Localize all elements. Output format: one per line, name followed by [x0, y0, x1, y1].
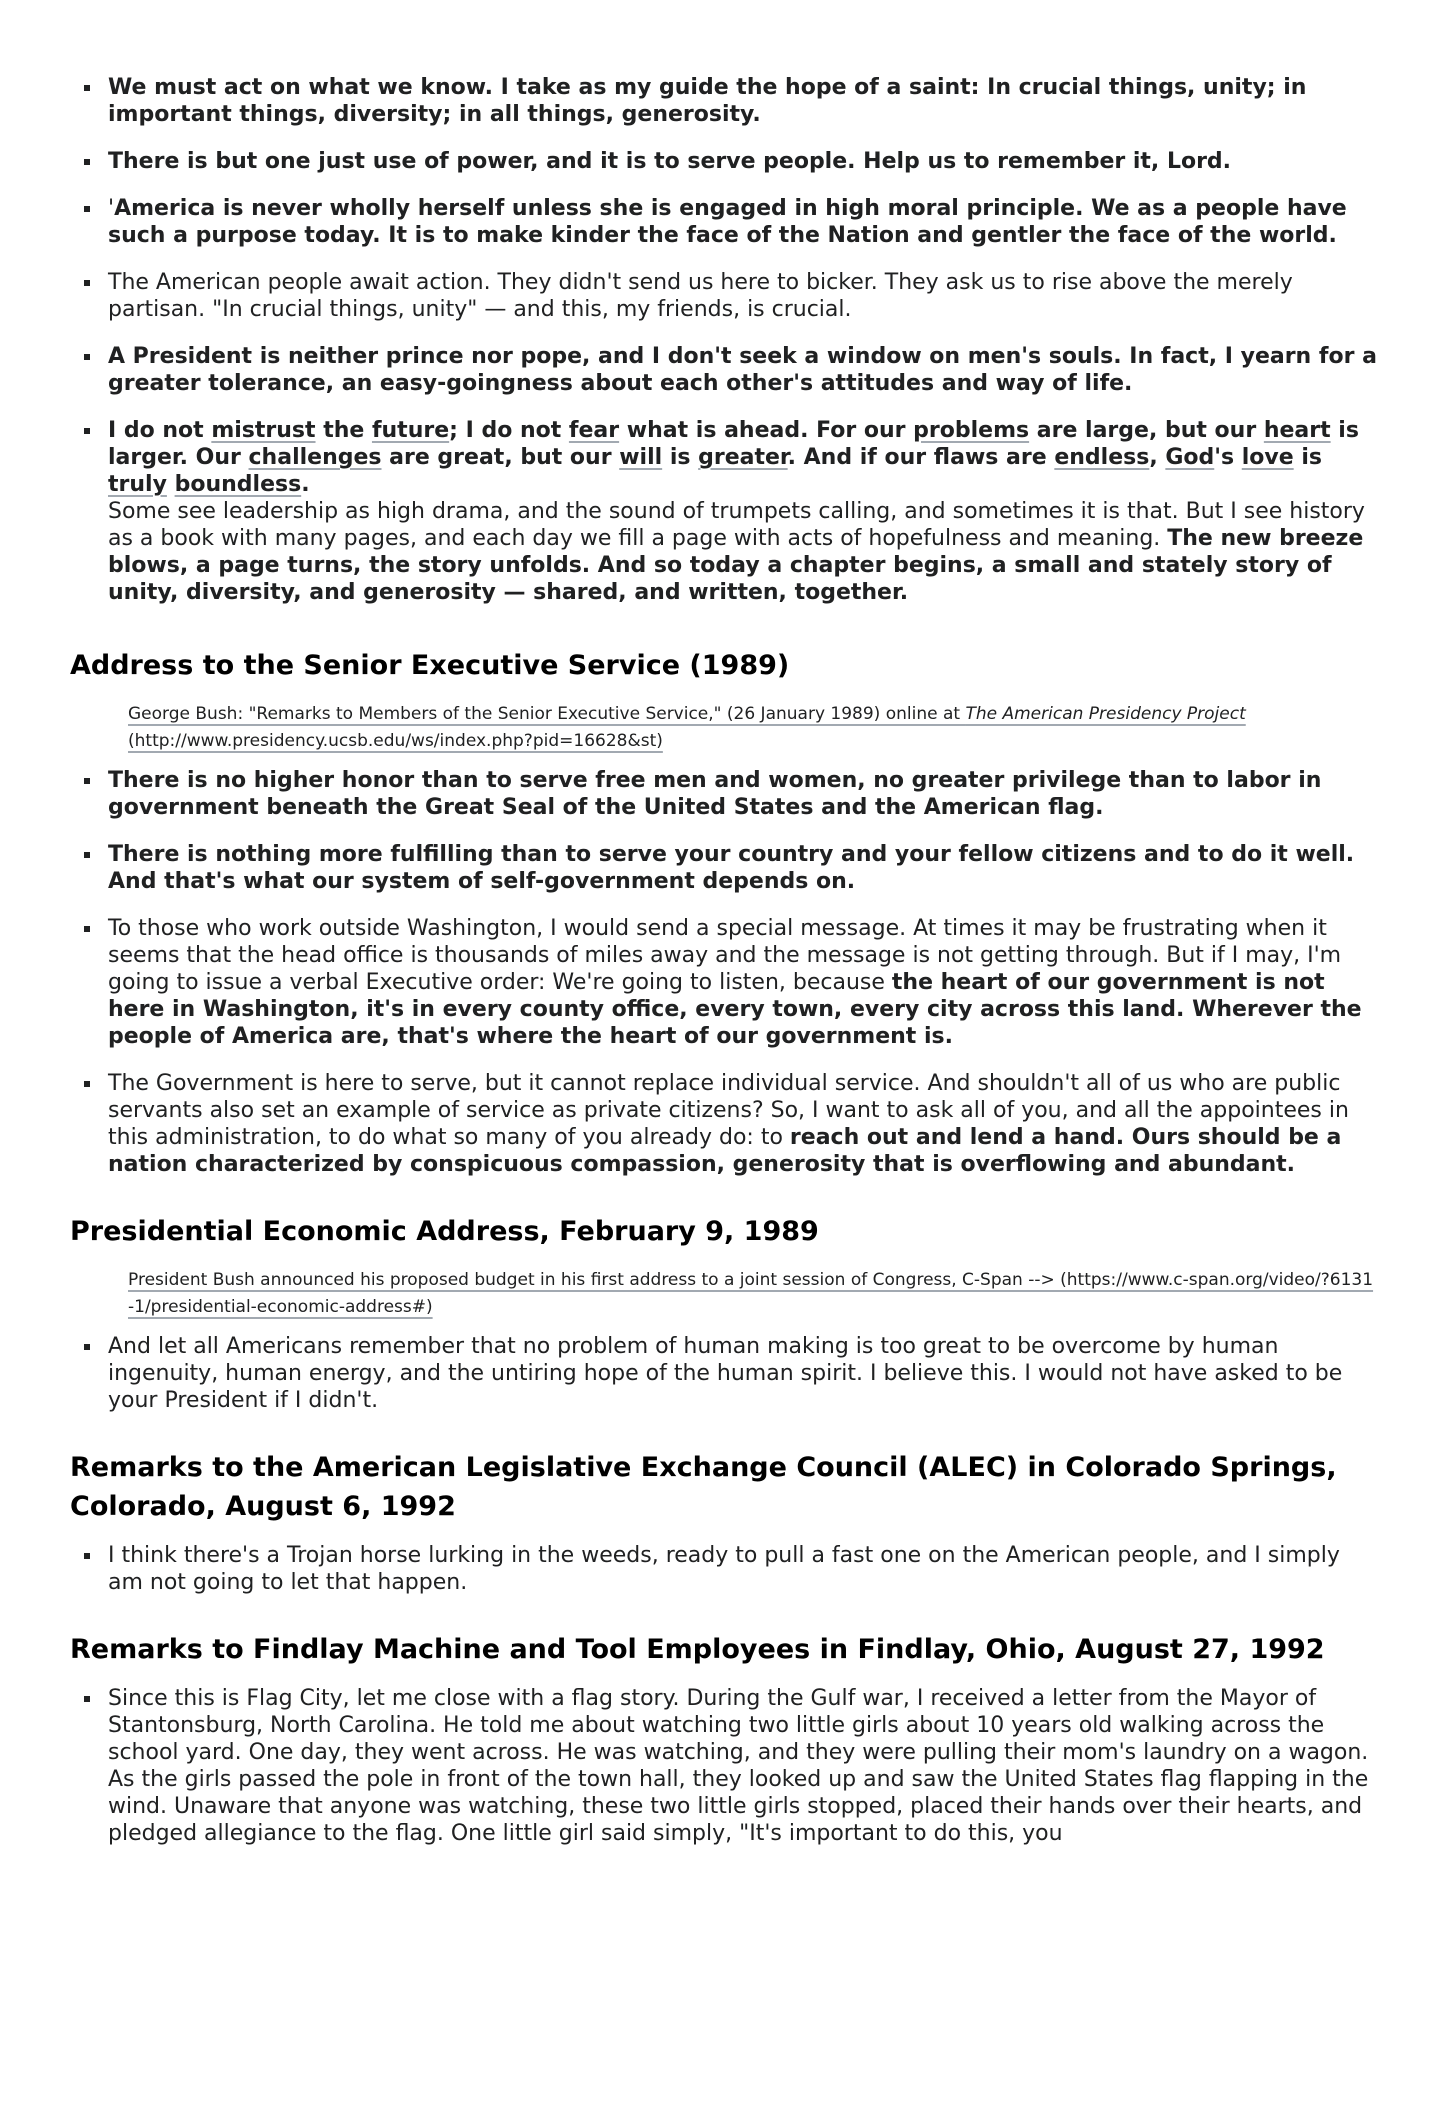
citation: [128, 1267, 1378, 1321]
wikilink-god[interactable]: God: [1165, 445, 1215, 470]
text: are great, but our: [381, 445, 620, 470]
quote-item: [108, 148, 1378, 175]
quote-text: There is nothing more fulfilling than to serve your country and your fellow citizens and to do it well. And that's what our system of self-government depends on.: [108, 842, 1355, 894]
bullet-icon: [84, 1553, 90, 1559]
text: are large, but our: [1029, 418, 1264, 443]
text: 's: [1214, 445, 1242, 470]
bullet-icon: [84, 159, 90, 165]
quote-text: The American people await action. They didn't send us here to bicker. They ask us to rise above the merely partisan. "In crucial things, unity" — and this, my friends, is crucial.: [108, 270, 1293, 322]
quote-item: [108, 417, 1378, 606]
quote-text: America is never wholly herself unless she is engaged in high moral principle. We as a people have such a purpose today. It is to make kinder the face of the Nation and gentler the face of the world.: [108, 196, 1347, 248]
wikilink-challenges[interactable]: challenges: [248, 445, 382, 470]
quote-item: [108, 1685, 1378, 1847]
wikilink-truly[interactable]: truly: [108, 472, 167, 497]
wikilink-greater[interactable]: greater: [698, 445, 788, 470]
text: . And if our flaws are: [787, 445, 1055, 470]
text: [167, 472, 175, 497]
quote-list: [70, 1685, 1378, 1847]
quote-item: [108, 195, 1378, 249]
citation-text: George Bush: "Remarks to Members of the Senior Executive Service," (26 January 1989) online at: [128, 704, 966, 724]
wikilink-endless[interactable]: endless: [1054, 445, 1150, 470]
text: I do not: [108, 418, 212, 443]
wikilink-boundless[interactable]: boundless: [174, 472, 302, 497]
quote-text: There is but one just use of power, and it is to serve people. Help us to remember it, Lord.: [108, 149, 1232, 174]
quote-list: [70, 767, 1378, 1178]
wikilink-future[interactable]: future: [371, 418, 450, 443]
section-heading-findlay-remarks: Remarks to Findlay Machine and Tool Employees in Findlay, Ohio, August 27, 1992: [70, 1634, 1325, 1665]
citation-italic-title: The American Presidency Project: [965, 704, 1246, 724]
text: is: [662, 445, 699, 470]
quote-item: [108, 767, 1378, 821]
quote-list: [70, 1333, 1378, 1414]
bullet-icon: [84, 778, 90, 784]
quote-text: A President is neither prince nor pope, and I don't seek a window on men's souls. In fact, I yearn for a greater tolerance, an easy-goingness about each other's attitudes and way of life.: [108, 344, 1377, 396]
quote-item: [108, 1070, 1378, 1178]
bullet-icon: [84, 1696, 90, 1702]
quote-text-bold: reach out and lend a hand. Ours should be a nation characterized by conspicuous compassion, generosity that is overflowing and abundant.: [108, 1125, 1342, 1177]
quote-linked-text: [108, 418, 1359, 497]
quote-item: [108, 1542, 1378, 1596]
quote-text: There is no higher honor than to serve free men and women, no greater privilege than to labor in government beneath the Great Seal of the United States and the American flag.: [108, 768, 1322, 820]
text: the: [315, 418, 372, 443]
section-heading-economic-address: Presidential Economic Address, February 9, 1989: [70, 1216, 819, 1247]
quote-text: And let all Americans remember that no problem of human making is too great to be overcome by human ingenuity, human energy, and the untiring hope of the human spirit. I believe this. I would not have asked to be your President if I didn't.: [108, 1334, 1343, 1413]
quote-item: [108, 841, 1378, 895]
bullet-icon: [84, 280, 90, 286]
bullet-icon: [84, 428, 90, 434]
quote-text: To those who work outside Washington, I would send a special message. At times it may be frustrating when it seems that the head office is thousands of miles away and the message is not getting through. But if I may, I'm going to issue a verbal Executive order: We're going to listen, because: [108, 916, 1342, 995]
quote-item: [108, 74, 1378, 128]
text: ; I do not: [449, 418, 569, 443]
wikilink-heart[interactable]: heart: [1263, 418, 1331, 443]
quote-text: We must act on what we know. I take as my guide the hope of a saint: In crucial things, unity; in important things, diversity; in all things, generosity.: [108, 75, 1307, 127]
quote-item: [108, 915, 1378, 1050]
bullet-icon: [84, 354, 90, 360]
text: ,: [1149, 445, 1166, 470]
citation-url: (http://www.presidency.ucsb.edu/ws/index.php?pid=16628&st): [128, 731, 663, 751]
quote-text: I think there's a Trojan horse lurking in the weeds, ready to pull a fast one on the American people, and I simply am not going to let that happen.: [108, 1543, 1340, 1595]
text: is: [1293, 445, 1322, 470]
quote-item: [108, 343, 1378, 397]
quote-item: [108, 269, 1378, 323]
quote-text: Since this is Flag City, let me close with a flag story. During the Gulf war, I received a letter from the Mayor of Stantonsburg, North Carolina. He told me about watching two little girls about 10 years old walking across the school yard. One day, they went across. He was watching, and they were pulling their mom's laundry on a wagon. As the girls passed the pole in front of the town hall, they looked up and saw the United States flag flapping in the wind. Unaware that anyone was watching, these two little girls stopped, placed their hands over their hearts, and pledged allegiance to the flag. One little girl said simply, "It's important to do this, you: [108, 1686, 1369, 1846]
bullet-icon: [84, 852, 90, 858]
text: is larger. Our: [108, 418, 1359, 470]
citation: [128, 701, 1378, 755]
quote-prefix: ': [108, 196, 115, 221]
section-heading-alec-remarks: Remarks to the American Legislative Exchange Council (ALEC) in Colorado Springs, Colorado, August 6, 1992: [70, 1452, 1337, 1522]
quote-list: [70, 74, 1378, 606]
bullet-icon: [84, 206, 90, 212]
bullet-icon: [84, 1344, 90, 1350]
wikilink-mistrust[interactable]: mistrust: [211, 418, 316, 443]
bullet-icon: [84, 1081, 90, 1087]
wikilink-fear[interactable]: fear: [568, 418, 620, 443]
quote-list: [70, 1542, 1378, 1596]
bullet-icon: [84, 85, 90, 91]
quote-continuation-bold: The new breeze blows, a page turns, the story unfolds. And so today a chapter begins, a small and stately story of unity, diversity, and generosity — shared, and written, together.: [108, 526, 1364, 605]
citation-link[interactable]: [128, 704, 1246, 751]
quote-text: The Government is here to serve, but it cannot replace individual service. And shouldn't all of us who are public servants also set an example of service as private citizens? So, I want to ask all of you, and all the appointees in this administration, to do what so many of you already do: to: [108, 1071, 1349, 1150]
quote-text-bold: the heart of our government is not here in Washington, it's in every county office, every town, every city across this land. Wherever the people of America are, that's where the heart of our government is.: [108, 970, 1362, 1049]
section-heading-senior-executive-service: Address to the Senior Executive Service (1989): [70, 650, 790, 681]
text: what is ahead. For our: [619, 418, 914, 443]
citation-link[interactable]: President Bush announced his proposed budget in his first address to a joint session of Congress, C-Span --> (https://www.c-span.org/video/?6131-1/presidential-economic-address#): [128, 1270, 1374, 1317]
text: .: [301, 472, 310, 497]
article-body: [0, 74, 1448, 1847]
quote-item: [108, 1333, 1378, 1414]
wikilink-problems[interactable]: problems: [913, 418, 1030, 443]
quote-continuation: Some see leadership as high drama, and the sound of trumpets calling, and sometimes it is that. But I see history as a book with many pages, and each day we fill a page with acts of hopefulness and meaning.: [108, 499, 1365, 551]
wikilink-will[interactable]: will: [619, 445, 663, 470]
wikilink-love[interactable]: love: [1241, 445, 1294, 470]
bullet-icon: [84, 926, 90, 932]
